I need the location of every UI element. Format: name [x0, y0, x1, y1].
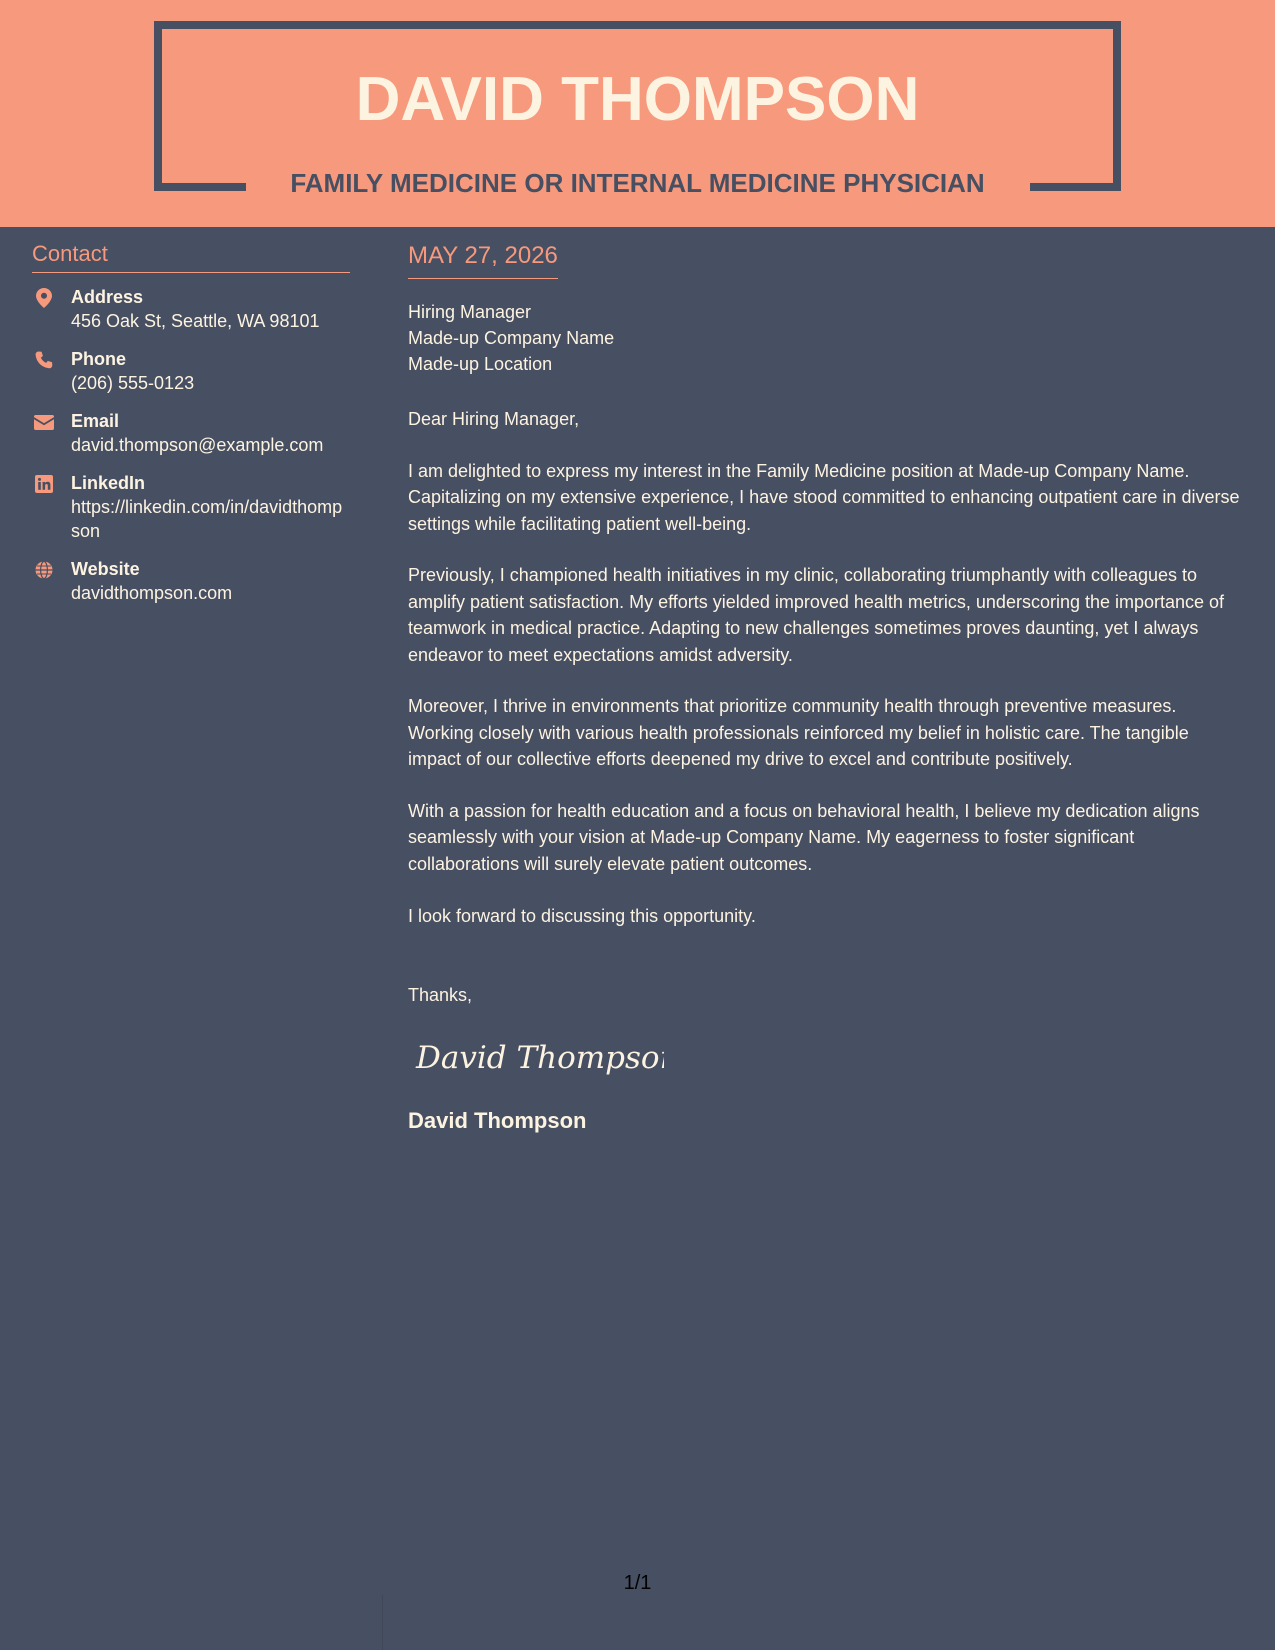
contact-item-website — [32, 557, 352, 605]
closing-line: I look forward to discussing this opportunity. — [408, 906, 756, 926]
recipient-line: Hiring Manager — [408, 302, 532, 322]
signature-image — [414, 1032, 1243, 1085]
contact-label: Address — [71, 287, 144, 307]
contact-value[interactable]: https://linkedin.com/in/davidthompson — [71, 497, 343, 541]
greeting: Dear Hiring Manager, — [408, 409, 580, 429]
contact-value: 456 Oak St, Seattle, WA 98101 — [71, 311, 320, 331]
header-banner — [0, 0, 1275, 227]
job-title: FAMILY MEDICINE OR INTERNAL MEDICINE PHYSICIAN — [290, 168, 985, 198]
body-paragraph: Previously, I championed health initiatives in my clinic, collaborating triumphantly with colleagues to amplify patient satisfaction. My efforts yielded improved health metrics, underscoring the importance of teamwork in medical practice. Adapting to new challenges sometimes proves daunting, yet I always endeavor to meet expectations amidst adversity. — [408, 565, 1225, 665]
contact-list — [32, 285, 352, 605]
envelope-icon — [34, 412, 54, 432]
recipient-line: Made-up Location — [408, 354, 553, 374]
signoff: Thanks, — [408, 984, 473, 1005]
candidate-name: DAVID THOMPSON — [355, 65, 920, 134]
contact-item-linkedin — [32, 471, 352, 543]
column-divider — [382, 1595, 383, 1650]
page-number: 1/1 — [623, 1572, 652, 1594]
recipient-block — [408, 299, 1243, 377]
signature-text: David Thompson — [416, 1039, 664, 1076]
map-pin-icon — [34, 288, 54, 308]
globe-icon — [34, 560, 54, 580]
contact-value: (206) 555-0123 — [71, 373, 195, 393]
letter-date: MAY 27, 2026 — [408, 240, 558, 279]
recipient-line: Made-up Company Name — [408, 328, 615, 348]
contact-item-address — [32, 285, 352, 333]
contact-item-phone — [32, 347, 352, 395]
body-paragraph: I am delighted to express my interest in the Family Medicine position at Made-up Company Name. Capitalizing on my extensive experience, I have stood committed to enhancing outpatient care in diverse settings while facilitating patient well-being. — [408, 460, 1240, 534]
phone-icon — [34, 350, 54, 370]
linkedin-icon — [34, 474, 54, 494]
contact-heading: Contact — [32, 240, 350, 273]
contact-sidebar — [32, 240, 352, 619]
header-frame-top — [154, 21, 1121, 29]
letter-body — [408, 240, 1243, 1135]
body-paragraph: With a passion for health education and a focus on behavioral health, I believe my dedication aligns seamlessly with your vision at Made-up Company Name. My eagerness to foster significant collaborations will surely elevate patient outcomes. — [408, 800, 1200, 874]
contact-label: Email — [71, 411, 120, 431]
contact-value: david.thompson@example.com — [71, 435, 324, 455]
body-paragraph: Moreover, I thrive in environments that prioritize community health through preventive measures. Working closely with various health professionals reinforced my belief in holistic care. The tangible impact of our collective efforts deepened my drive to excel and contribute positively. — [408, 696, 1189, 769]
contact-item-email — [32, 409, 352, 457]
contact-label: Phone — [71, 349, 127, 369]
contact-label: Website — [71, 559, 140, 579]
signer-name: David Thompson — [408, 1107, 587, 1133]
contact-label: LinkedIn — [71, 473, 146, 493]
contact-value[interactable]: davidthompson.com — [71, 583, 233, 603]
